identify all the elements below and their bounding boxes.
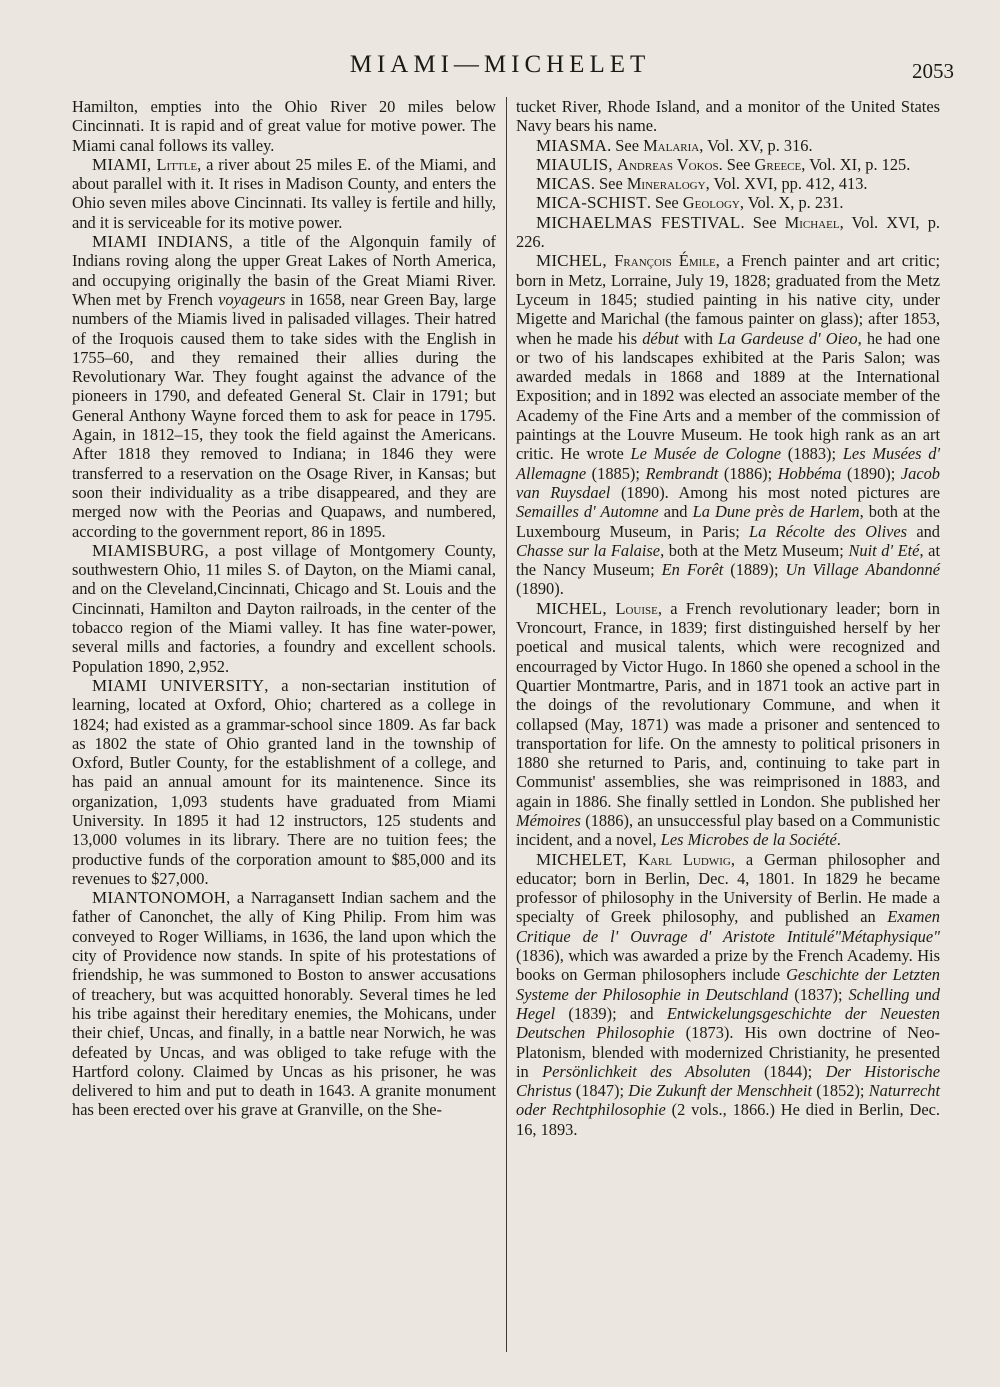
small-caps-text: Malaria — [643, 135, 700, 155]
italic-title: Un Village Abandonné — [785, 560, 940, 580]
body-text: . See — [718, 154, 755, 174]
article-paragraph — [516, 174, 940, 193]
entry-headword: MIASMA — [536, 135, 608, 155]
italic-title: Entwickelungsgeschichte der Neuesten Deutschen Philosophie — [516, 1003, 940, 1043]
entry-headword: MIAMISBURG — [92, 540, 205, 560]
italic-title: Mémoires — [516, 810, 581, 830]
italic-title: Semailles d' Automne — [516, 502, 659, 522]
italic-title: Examen Critique de l' Ouvrage d' Aristote Intitulé"Métaphysique" — [516, 907, 940, 946]
body-text: , a German philosopher and educator; born in Berlin, Dec. 4, 1801. In 1829 he became professor of philosophy in the University of Berlin. He made a specialty of Greek philosophy, and published an — [516, 849, 941, 927]
page-number: 2053 — [912, 59, 954, 83]
italic-title: Schelling und Hegel — [516, 984, 940, 1023]
body-text: (1839); and — [555, 1003, 667, 1023]
entry-headword: MICAS — [536, 174, 591, 194]
small-caps-text: Mineralogy — [626, 174, 706, 194]
entry-headword: MICHELET, — [536, 849, 639, 869]
article-paragraph — [516, 155, 940, 174]
small-caps-text: Michael — [784, 212, 840, 232]
small-caps-text: François Émile — [614, 251, 716, 271]
body-text: . See — [646, 193, 683, 213]
body-text: (1890). Among his most noted pictures are — [610, 482, 940, 502]
body-text: . See — [590, 174, 627, 194]
entry-headword: MIANTONOMOH — [92, 888, 227, 908]
body-text: , a post village of Montgomery County, southwestern Ohio, 11 miles S. of Dayton, on the Miami canal, and on the Cleveland,Cincinnati, Chicago and St. Louis and the Cincinnati, Hamilton and Dayton railroads, in the center of the tobacco region of the Miami valley. It has fine water-power, several mills and factories, a foundry and excellent schools. Population 1890, 2,952. — [72, 540, 496, 676]
small-caps-text: Little — [156, 154, 198, 174]
body-text: (1890); — [841, 463, 901, 483]
body-text: and — [907, 521, 941, 541]
italic-title: début — [642, 328, 679, 348]
italic-title: Hobbéma — [777, 463, 842, 483]
left-column — [72, 97, 496, 1120]
body-text: , a Narragansett Indian sachem and the father of Canonchet, the ally of King Philip. From him was conveyed to Roger Williams, in 1636, the land upon which the city of Providence now stands. In spite of his protestations of friendship, he was summoned to Boston to answer accusations of treachery, but was acquitted honorably. Several times he led his tribe against their hereditary enemies, the Mohicans, under their chief, Uncas, and finally, in a battle near Norwich, he was defeated by Uncas, and was obliged to take refuge with the Hartford colony. Claimed by Uncas as his prisoner, he was delivered to him and put to death in 1643. A granite monument has been erected over his grave at Granville, on the She- — [72, 888, 496, 1120]
body-text: (1889); — [723, 560, 786, 580]
italic-title: Chasse sur la Falaise — [516, 540, 661, 560]
italic-title: Le Musée de Cologne — [630, 444, 782, 464]
body-text: (1852); — [812, 1081, 869, 1101]
small-caps-text: Andreas Vokos — [617, 154, 719, 174]
body-text: (1837); — [788, 984, 849, 1004]
body-text: (1847); — [571, 1081, 629, 1101]
body-text: Hamilton, empties into the Ohio River 20 miles below Cincinnati. It is rapid and of great value for motive power. The Miami canal follows its valley. — [72, 97, 496, 155]
article-paragraph — [516, 193, 940, 212]
article-paragraph — [516, 850, 940, 1139]
entry-headword: MICHEL, — [536, 598, 616, 618]
small-caps-text: Karl Ludwig — [638, 849, 731, 869]
italic-title: Les Microbes de la Société — [660, 830, 837, 850]
italic-title: La Dune près de Harlem — [692, 502, 860, 522]
body-text: (1883); — [781, 444, 843, 464]
body-text: , Vol. XI, p. 125. — [801, 154, 911, 174]
entry-headword: MICHEL, — [536, 251, 615, 271]
body-text: in 1658, near Green Bay, large numbers of the Miamis lived in palisaded villages. Their hatred of the Iroquois caused them to take sides with the English in 1755–60, and they remained their allies during the Revolutionary War. They fought against the advance of the pioneers in 1790, and defeated General St. Clair in 1791; but General Anthony Wayne forced them to ask for peace in 1795. Again, in 1812–15, they took the field against the Americans. After 1818 they removed to Indiana; in 1846 they were transferred to a reservation on the Osage River, in Kansas; but soon their individuality as a tribe disappeared, and they are merged now with the Peorias and Quapaws, and numbered, according to the government report, 86 in 1895. — [72, 289, 497, 541]
entry-headword: MIAULIS, — [536, 154, 618, 174]
body-text: (1873). His own doctrine of Neo-Platonism, blended with modernized Christianity, he presented in — [516, 1023, 940, 1081]
body-text: , Vol. XVI, pp. 412, 413. — [705, 174, 868, 194]
body-text: with — [678, 328, 719, 348]
body-text: , Vol. XVI, p. 226. — [516, 212, 941, 252]
body-text: , both at the Luxembourg Museum, in Paris; — [516, 502, 940, 541]
article-paragraph — [516, 136, 940, 155]
body-text: (1886); — [718, 463, 778, 483]
italic-title: Geschichte der Letzten Systeme der Philosophie in Deutschland — [516, 965, 940, 1004]
right-column — [516, 97, 940, 1139]
small-caps-text: Greece — [754, 154, 802, 174]
body-text: (1885); — [586, 463, 646, 483]
italic-title: Nuit d' Eté — [848, 540, 920, 560]
entry-headword: MICHAELMAS FESTIVAL — [536, 212, 741, 232]
body-text: , a French revolutionary leader; born in Vroncourt, France, in 1839; first distinguished herself by her poetical and musical talents, which were recognized and encourraged by Victor Hugo. In 1860 she opened a school in the Quartier Montmartre, Paris, and in 1871 took an active part in the doings of the revolutionary Commune, and when it collapsed (May, 1871) was made a prisoner and sentenced to transportation for life. On the amnesty to political prisoners in 1880 she returned to Paris, and, continuing to take part in Communist' assemblies, she was reimprisoned in 1883, and again in 1886. She finally settled in London. She published her — [516, 598, 941, 811]
italic-title: La Récolte des Olives — [749, 521, 908, 541]
italic-title: Persönlichkeit des Absoluten — [542, 1061, 751, 1081]
body-text: , a river about 25 miles E. of the Miami, and about parallel with it. It rises in Madison County, and enters the Ohio seven miles above Cincinnati. Its valley is fertile and hilly, and it is serviceable for its motive power. — [72, 154, 496, 232]
entry-headword: MIAMI, — [92, 154, 157, 174]
italic-title: Jacob van Ruysdael — [516, 463, 940, 502]
article-paragraph — [72, 676, 496, 888]
article-paragraph — [516, 97, 940, 136]
article-paragraph — [516, 251, 940, 598]
column-divider — [506, 97, 507, 1352]
body-text: , a title of the Algonquin family of Indians roving along the upper Great Lakes of North America, and occupying originally the basin of the Great Miami River. When met by French — [72, 232, 496, 309]
italic-title: Les Musées d' Allemagne — [516, 444, 940, 483]
entry-headword: MICA-SCHIST — [536, 193, 647, 213]
italic-title: La Gardeuse d' Oieo — [718, 328, 858, 348]
article-paragraph — [72, 888, 496, 1120]
body-text: . — [836, 830, 841, 850]
article-paragraph — [516, 599, 940, 850]
body-text: . See — [740, 212, 785, 232]
body-text: tucket River, Rhode Island, and a monitor of the United States Navy bears his name. — [516, 97, 940, 136]
body-text: (1836), which was awarded a prize by the French Academy. His books on German philosophers include — [516, 946, 940, 985]
body-text: , a French painter and art critic; born in Metz, Lorraine, July 19, 1828; graduated from the Metz Lyceum in 1845; studied painting in his native city, under Migette and Marichal (the famous painter on glass); after 1853, when he made his — [516, 251, 941, 348]
article-paragraph — [72, 232, 496, 541]
body-text: , both at the Metz Museum; — [660, 540, 849, 560]
italic-title: En Forêt — [661, 560, 724, 580]
italic-title: Der Historische Christus — [516, 1061, 940, 1101]
body-text: (1844); — [750, 1061, 826, 1081]
body-text: , a non-sectarian institution of learning, located at Oxford, Ohio; chartered as a college in 1824; had existed as a grammar-school since 1809. As far back as 1802 the state of Ohio granted land in the township of Oxford, Butler County, for the establishment of a college, and has paid an annual amount for its maintenence. Since its organization, 1,093 students have graduated from Miami University. In 1895 it had 12 instructors, 125 students and 13,000 volumes in its library. There are no tuition fees; the productive funds of the corporation amount to $85,000 and its revenues to $27,000. — [72, 675, 496, 888]
body-text: , Vol. XV, p. 316. — [699, 135, 813, 155]
italic-title: Rembrandt — [645, 463, 719, 483]
body-text: (2 vols., 1866.) He died in Berlin, Dec. 16, 1893. — [516, 1100, 940, 1139]
entry-headword: MIAMI UNIVERSITY — [92, 675, 265, 695]
article-paragraph — [72, 155, 496, 232]
body-text: . See — [607, 135, 644, 155]
italic-title: Naturrecht oder Rechtphilosophie — [516, 1081, 941, 1120]
small-caps-text: Geology — [682, 193, 740, 213]
body-text: (1886), an unsuccessful play based on a Communistic incident, and a novel, — [516, 810, 940, 850]
body-text: (1890). — [516, 579, 564, 599]
body-text: and — [658, 502, 693, 522]
running-head: MIAMI—MICHELET — [349, 51, 651, 78]
small-caps-text: Louise — [615, 598, 658, 618]
body-text: , Vol. X, p. 231. — [739, 193, 844, 213]
body-text: , he had one or two of his landscapes exhibited at the Paris Salon; was awarded medals in 1868 and 1889 at the International Exposition; and in 1892 was elected an associate member of the Academy of the Fine Arts and a member of the commission of paintings at the Louvre Museum. He took high rank as an art critic. He wrote — [516, 328, 940, 464]
italic-title: Die Zukunft der Menschheit — [628, 1081, 813, 1101]
entry-headword: MIAMI INDIANS — [92, 232, 229, 252]
italic-title: voyageurs — [218, 289, 286, 309]
article-paragraph — [72, 541, 496, 676]
body-text: , at the Nancy Museum; — [516, 540, 940, 580]
article-paragraph — [516, 213, 940, 252]
article-paragraph — [72, 97, 496, 155]
